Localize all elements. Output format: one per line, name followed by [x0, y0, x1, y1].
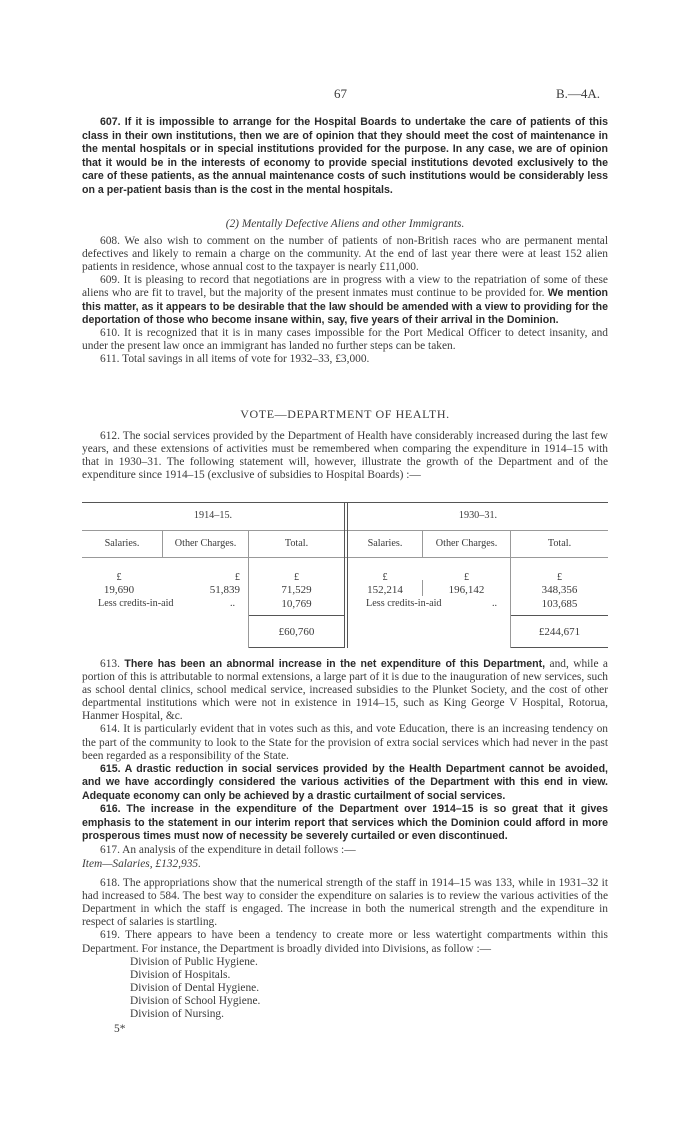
page-number: 67 — [334, 86, 347, 101]
col-salaries-1914: Salaries. — [104, 538, 140, 549]
year-1914-15: 1914–15. — [193, 510, 233, 521]
pound-sign: £ — [234, 572, 240, 583]
item-salaries-heading: Item—Salaries, £132,935. — [82, 858, 201, 870]
section-aliens — [82, 218, 608, 366]
vote-heading: VOTE—DEPARTMENT OF HEALTH. — [240, 407, 450, 421]
division-item: Division of Public Hygiene. — [130, 955, 258, 968]
paragraph-614: 614. It is particularly evident that in votes such as this, and vote Education, there is an increasing tendency on the part of the community to look to the State for the provision of extra social services which had never in the past been regarded as a responsibility of the State. — [82, 723, 608, 762]
paragraph-613-number: 613. — [100, 658, 120, 670]
year-1930-31: 1930–31. — [458, 510, 498, 521]
cell-total-1930: 348,356 — [541, 584, 578, 596]
pound-sign: £ — [463, 572, 470, 583]
cell-salaries-1930: 152,214 — [367, 584, 403, 596]
less-credits-label-1930: Less credits-in-aid — [366, 598, 442, 609]
section-salaries-item — [82, 858, 608, 1036]
col-total-1914: Total. — [284, 538, 309, 549]
division-item: Division of School Hygiene. — [130, 995, 261, 1008]
division-item: Division of Dental Hygiene. — [130, 982, 260, 995]
paragraph-617: 617. An analysis of the expenditure in detail follows :— — [100, 843, 356, 856]
section-613-617 — [82, 658, 608, 857]
paragraph-609-text: 609. It is pleasing to record that negotiations are in progress with a view to the repatriation of some of these aliens who are fit to travel, but the majority of the present inmates must continue to be provided for. — [82, 274, 608, 300]
paragraph-610: 610. It is recognized that it is in many cases impossible for the Port Medical Officer to detect insanity, and under the present law once an immigrant has landed no further steps can be taken. — [82, 326, 608, 352]
cell-less-1930: 103,685 — [541, 598, 578, 610]
cell-other-1914: 51,839 — [209, 584, 240, 596]
paragraph-607: 607. If it is impossible to arrange for the Hospital Boards to undertake the care of patients of this class in their own institutions, then we are of opinion that they should meet the cost of maintenance in the mental hospitals or in special institutions provided for the purpose. In any case, we are of opinion that it would be in the interests of economy to provide special institutions devoted exclusively to the care of these patients, as the annual maintenance costs of such institutions would be considerably less on a per-patient basis than is the cost in the mental hospitals. — [82, 116, 608, 196]
divisions-list — [82, 956, 608, 1022]
paragraph-613-text: and, while a portion of this is attributable to normal extensions, a large part of it is due to the inauguration of new services, such as school dental clinics, school medical service, increased subsidies to the Plunket Society, and the cost of other departmental institutions which were not in existence in 1914–15, such as King George V Hospital, Rotorua, Hanmer Hospital, &c. — [82, 658, 608, 723]
paragraph-616: 616. The increase in the expenditure of the Department over 1914–15 is so great that it gives emphasis to the statement in our interim report that services which the Dominion could afford in more prosperous times must now of necessity be severely curtailed or even discontinued. — [82, 803, 608, 843]
leader-dots: .. — [492, 598, 498, 609]
paragraph-618: 618. The appropriations show that the numerical strength of the staff in 1914–15 was 133, while in 1931–32 it had increased to 584. The best way to consider the expenditure on salaries is to review the various activities of the Department in which the staff is engaged. The increase in both the numerical strength and the expenditure in respect of salaries is startling. — [82, 877, 608, 929]
division-item: Division of Hospitals. — [130, 968, 231, 981]
paragraph-608: 608. We also wish to comment on the number of patients of non-British races who are permanent mental defectives and likely to remain a charge on the community. At the end of last year there were at least 152 alien patients in residence, whose annual cost to the taxpayer is nearly £11,000. — [82, 235, 608, 274]
paragraph-619: 619. There appears to have been a tendency to create more or less watertight compartments within this Department. For instance, the Department is broadly divided into Divisions, as follow :— — [82, 929, 608, 955]
paragraph-611: 611. Total savings in all items of vote for 1932–33, £3,000. — [100, 352, 370, 365]
subheading-mentally-defective-aliens: (2) Mentally Defective Aliens and other Immigrants. — [225, 218, 465, 230]
cell-net-1930: £244,671 — [538, 626, 581, 638]
paragraph-613 — [82, 658, 608, 723]
cell-net-1914: £60,760 — [278, 626, 315, 638]
paragraph-609 — [82, 274, 608, 326]
col-salaries-1930: Salaries. — [367, 538, 403, 549]
section-vote-health — [82, 407, 608, 482]
col-total-1930: Total. — [547, 538, 572, 549]
pound-sign: £ — [382, 572, 388, 583]
expenditure-table — [82, 502, 608, 648]
cell-less-1914: 10,769 — [281, 598, 312, 610]
section-607 — [82, 116, 608, 197]
paragraph-615: 615. A drastic reduction in social services provided by the Health Department cannot be avoided, and we have accordingly considered the various activities of the Department with this end in view. Adequate economy can only be achieved by a drastic curtailment of social services. — [82, 762, 608, 802]
col-other-charges-1930: Other Charges. — [435, 538, 498, 549]
paragraph-613-bold: There has been an abnormal increase in the net expenditure of this Department, — [124, 658, 546, 670]
document-code: B.—4A. — [556, 86, 601, 101]
pound-sign: £ — [556, 572, 563, 583]
leader-dots: .. — [230, 598, 236, 609]
paragraph-612: 612. The social services provided by the Department of Health have considerably increased during the last few years, and these extensions of activities must be remembered when comparing the expenditure in 1914–15 with that in 1930–31. The following statement will, however, illustrate the growth of the Department and of the expenditure since 1914–15 (exclusive of subsidies to Hospital Boards) :— — [82, 430, 608, 482]
col-other-charges-1914: Other Charges. — [174, 538, 237, 549]
cell-total-1914: 71,529 — [281, 584, 312, 596]
pound-sign: £ — [116, 572, 122, 583]
division-item: Division of Nursing. — [130, 1008, 224, 1021]
less-credits-label-1914: Less credits-in-aid — [98, 598, 174, 609]
signature-mark: 5* — [114, 1022, 126, 1035]
cell-other-1930: 196,142 — [448, 584, 485, 596]
pound-sign: £ — [293, 572, 300, 583]
cell-salaries-1914: 19,690 — [103, 584, 135, 596]
paragraph-609-bold: We mention this matter, as it appears to be desirable that the law should be amended with a view to providing for the deportation of those who become insane within, say, five years of their arrival in the Dominion. — [82, 287, 609, 326]
